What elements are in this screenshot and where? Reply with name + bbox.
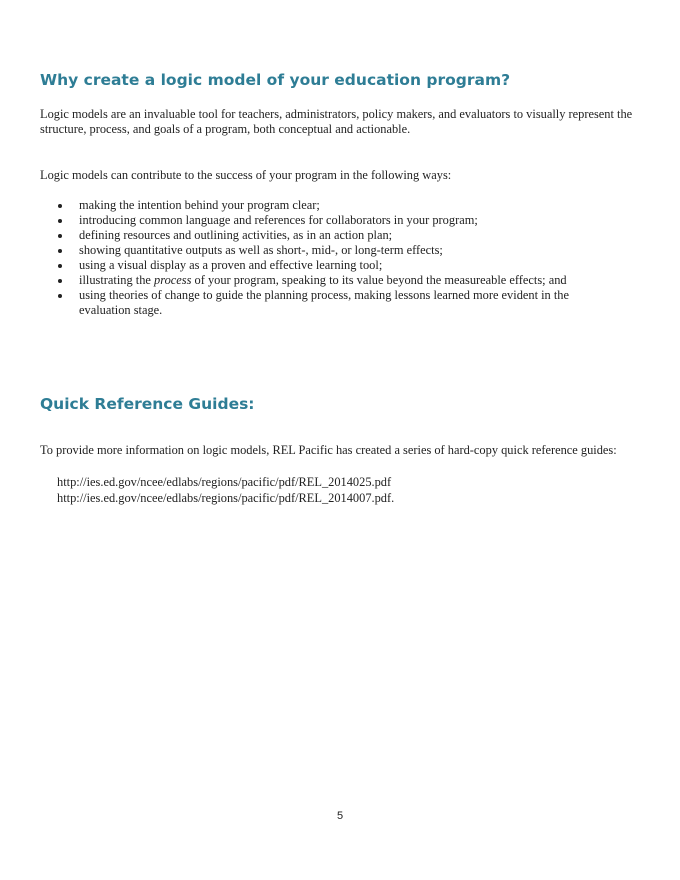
list-item-text-before: illustrating the [79,273,155,287]
bullet-icon [58,249,62,253]
list-item-text: using a visual display as a proven and effective learning tool; [79,258,383,272]
list-item-text: introducing common language and references for collaborators in your program; [79,213,478,227]
list-item-text: defining resources and outlining activities, as in an action plan; [79,228,393,242]
list-item [58,258,618,273]
section-heading-quick-reference: Quick Reference Guides: [40,395,255,413]
list-item [58,213,618,228]
list-item [58,228,618,243]
bullet-icon [58,204,62,208]
section-heading-logic-model: Why create a logic model of your education program? [40,71,511,89]
bullet-icon [58,219,62,223]
list-item-text: using theories of change to guide the planning process, making lessons learned more evident in the evaluation stage. [79,288,569,317]
list-item-text [79,273,567,287]
bullet-icon [58,294,62,298]
benefits-list [58,198,618,318]
reference-link[interactable]: http://ies.ed.gov/ncee/edlabs/regions/pacific/pdf/REL_2014007.pdf. [57,491,395,505]
emphasis-process: process [154,273,192,287]
bullet-icon [58,264,62,268]
list-item [58,198,618,213]
list-item [58,288,618,318]
list-item [58,243,618,258]
bullet-icon [58,279,62,283]
list-item [58,273,618,288]
bullet-icon [58,234,62,238]
intro-paragraph: Logic models are an invaluable tool for teachers, administrators, policy makers, and evaluators to visually represent the structure, process, and goals of a program, both conceptual and actionable. [40,107,633,136]
lead-paragraph: Logic models can contribute to the success of your program in the following ways: [40,168,452,182]
reference-link[interactable]: http://ies.ed.gov/ncee/edlabs/regions/pacific/pdf/REL_2014025.pdf [57,475,392,489]
reference-links [57,474,394,506]
list-item-text-after: of your program, speaking to its value beyond the measureable effects; and [191,273,567,287]
list-item-text: making the intention behind your program clear; [79,198,320,212]
list-item-text: showing quantitative outputs as well as short-, mid-, or long-term effects; [79,243,443,257]
page-number: 5 [336,810,344,822]
reference-intro-paragraph: To provide more information on logic models, REL Pacific has created a series of hard-copy quick reference guides: [40,443,617,457]
